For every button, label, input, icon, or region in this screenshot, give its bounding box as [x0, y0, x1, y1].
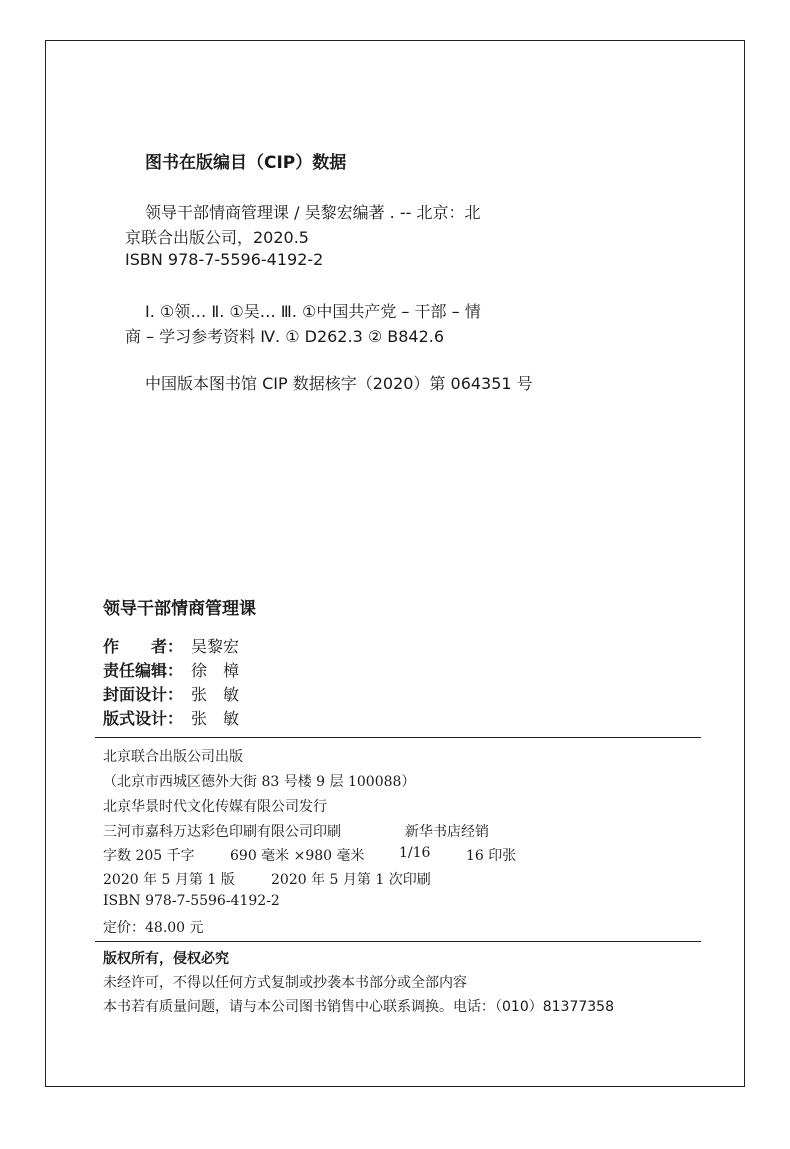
- credit-value: 张 敏: [191, 685, 240, 704]
- seller: 新华书店经销: [405, 824, 489, 840]
- credit-layout-design: [103, 706, 239, 729]
- cip-subject-line-1: Ⅰ. ①领… Ⅱ. ①吴… Ⅲ. ①中国共产党 – 干部 – 情: [145, 302, 481, 321]
- credit-label: 封面设计：: [103, 685, 184, 704]
- publisher-address: （北京市西城区德外大街 83 号楼 9 层 100088）: [103, 774, 416, 790]
- credit-label: 责任编辑：: [103, 661, 184, 680]
- quality-contact: 本书若有质量问题，请与本公司图书销售中心联系调换。电话：（010）81377358: [103, 999, 614, 1015]
- credit-value: 吴黎宏: [191, 637, 240, 656]
- price: 定价：48.00 元: [103, 920, 204, 936]
- divider: [95, 737, 701, 738]
- cip-subject-line-2: 商 – 学习参考资料 Ⅳ. ① D262.3 ② B842.6: [125, 327, 445, 346]
- publisher: 北京联合出版公司出版: [103, 749, 243, 765]
- cip-record-number: 中国版本图书馆 CIP 数据核字（2020）第 064351 号: [145, 374, 533, 393]
- credit-author: [103, 634, 239, 657]
- credit-value: 徐 樟: [191, 661, 240, 680]
- credit-editor: [103, 658, 239, 681]
- credit-label: 作 者：: [103, 637, 184, 656]
- isbn: ISBN 978-7-5596-4192-2: [103, 893, 280, 909]
- paper-size: 690 毫米 ×980 毫米: [230, 848, 365, 864]
- printing: 2020 年 5 月第 1 次印刷: [271, 872, 431, 888]
- rights-heading: 版权所有，侵权必究: [103, 951, 229, 967]
- distributor: 北京华景时代文化传媒有限公司发行: [103, 799, 327, 815]
- credit-label: 版式设计：: [103, 709, 184, 728]
- book-format: 1/16: [399, 845, 431, 861]
- printer: 三河市嘉科万达彩色印刷有限公司印刷: [103, 824, 341, 840]
- cip-heading: 图书在版编目（CIP）数据: [145, 153, 347, 173]
- cip-catalog-line-2: 京联合出版公司，2020.5: [125, 228, 309, 247]
- edition: 2020 年 5 月第 1 版: [103, 872, 235, 888]
- divider: [95, 941, 701, 942]
- book-title: 领导干部情商管理课: [103, 599, 256, 619]
- cip-catalog-line-1: 领导干部情商管理课 / 吴黎宏编著 . -- 北京：北: [145, 203, 481, 222]
- cip-isbn: ISBN 978-7-5596-4192-2: [125, 250, 324, 269]
- print-sheets: 16 印张: [466, 848, 517, 864]
- word-count: 字数 205 千字: [103, 848, 195, 864]
- credit-cover-design: [103, 682, 239, 705]
- credit-value: 张 敏: [191, 709, 240, 728]
- rights-notice: 未经许可，不得以任何方式复制或抄袭本书部分或全部内容: [103, 975, 467, 991]
